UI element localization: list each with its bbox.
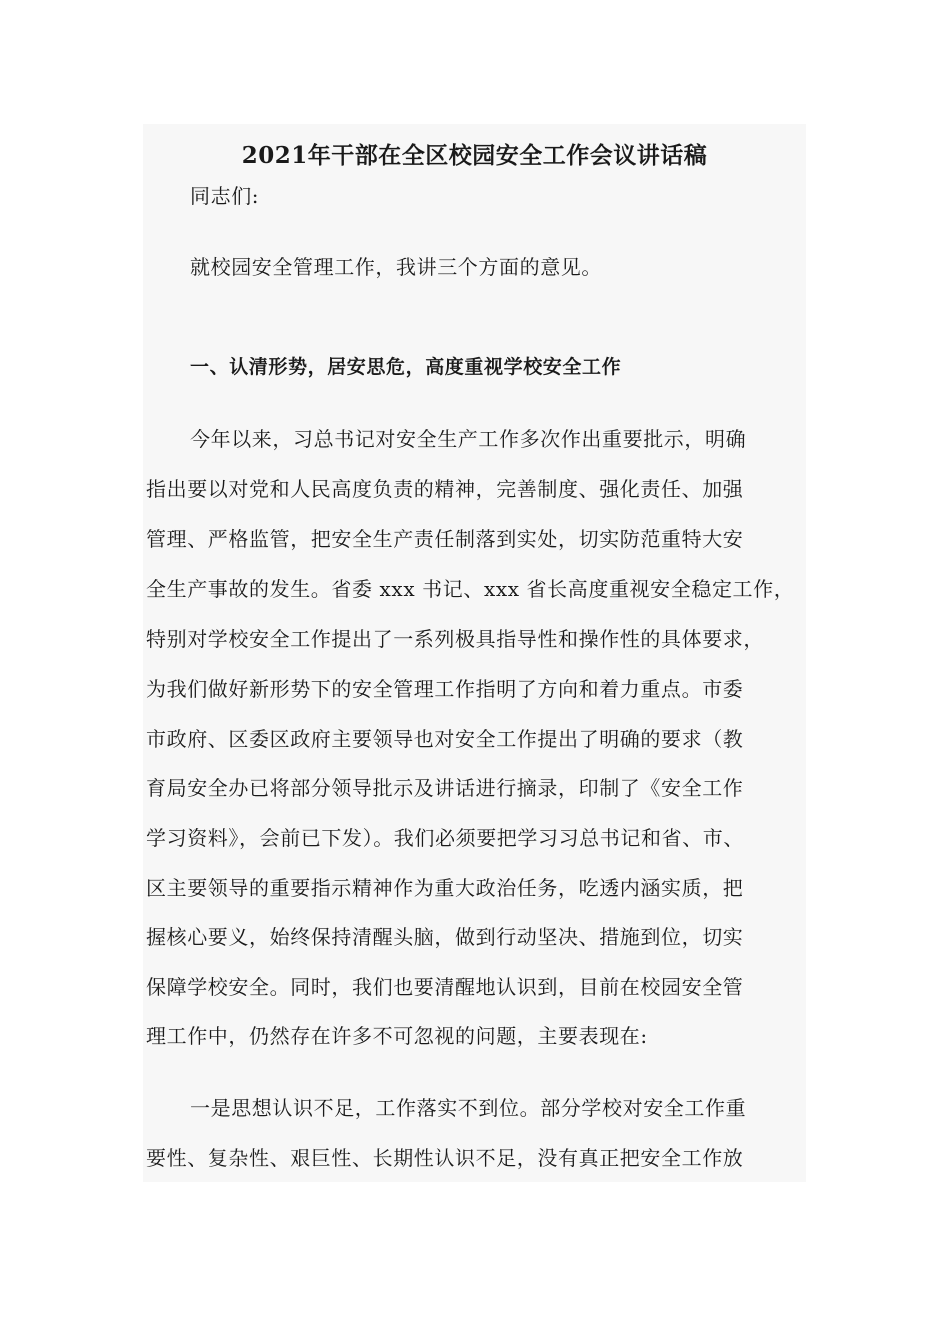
section-1-heading: 一、认清形势，居安思危，高度重视学校安全工作 [190, 356, 622, 378]
paragraph-line: 理工作中，仍然存在许多不可忽视的问题，主要表现在: [146, 1024, 648, 1048]
paragraph-line: 育局安全办已将部分领导批示及讲话进行摘录，印制了《安全工作 [146, 776, 744, 800]
paragraph-line: 指出要以对党和人民高度负责的精神，完善制度、强化责任、加强 [146, 477, 744, 501]
document-title: 2021年干部在全区校园安全工作会议讲话稿 [241, 142, 708, 169]
paragraph-line: 学习资料》，会前已下发）。我们必须要把学习习总书记和省、市、 [146, 826, 744, 850]
paragraph-line: 一是思想认识不足，工作落实不到位。部分学校对安全工作重 [190, 1096, 747, 1120]
paragraph-line: 特别对学校安全工作提出了一系列极具指导性和操作性的具体要求， [146, 627, 764, 651]
paragraph-line: 保障学校安全。同时，我们也要清醒地认识到，目前在校园安全管 [146, 975, 744, 999]
paragraph-line: 要性、复杂性、艰巨性、长期性认识不足，没有真正把安全工作放 [146, 1146, 744, 1170]
paragraph-line: 区主要领导的重要指示精神作为重大政治任务，吃透内涵实质，把 [146, 876, 744, 900]
paragraph-line: 全生产事故的发生。省委 xxx 书记、xxx 省长高度重视安全稳定工作， [146, 577, 795, 601]
paragraph-line: 握核心要义，始终保持清醒头脑，做到行动坚决、措施到位，切实 [146, 925, 744, 949]
salutation: 同志们: [190, 184, 260, 208]
paragraph-line: 为我们做好新形势下的安全管理工作指明了方向和着力重点。市委 [146, 677, 744, 701]
paragraph-line: 今年以来，习总书记对安全生产工作多次作出重要批示，明确 [190, 427, 747, 451]
paragraph-line: 市政府、区委区政府主要领导也对安全工作提出了明确的要求（教 [146, 727, 744, 751]
intro-paragraph: 就校园安全管理工作，我讲三个方面的意见。 [190, 255, 602, 279]
paragraph-line: 管理、严格监管，把安全生产责任制落到实处，切实防范重特大安 [146, 527, 744, 551]
